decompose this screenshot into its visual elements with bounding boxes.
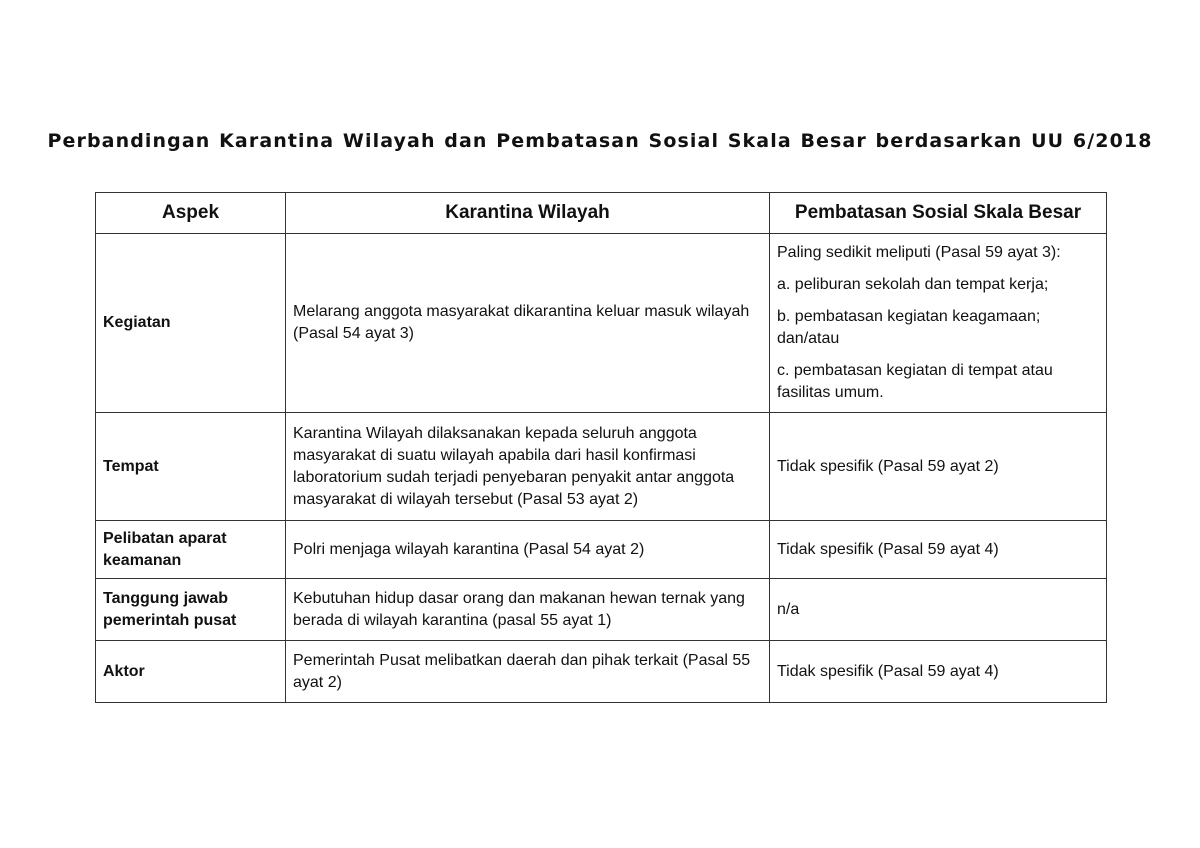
karantina-cell: Pemerintah Pusat melibatkan daerah dan pihak terkait (Pasal 55 ayat 2) [286,641,770,703]
psbb-cell: Tidak spesifik (Pasal 59 ayat 4) [770,521,1107,579]
psbb-cell [770,234,1107,413]
aspect-cell: Aktor [96,641,286,703]
table-row [96,413,1107,521]
aspect-cell: Tanggung jawab pemerintah pusat [96,579,286,641]
header-psbb: Pembatasan Sosial Skala Besar [770,193,1107,234]
psbb-intro: Paling sedikit meliputi (Pasal 59 ayat 3): [777,244,1061,261]
aspect-cell: Kegiatan [96,234,286,413]
table-row [96,641,1107,703]
table-row [96,521,1107,579]
page-title: Perbandingan Karantina Wilayah dan Pembatasan Sosial Skala Besar berdasarkan UU 6/2018 [47,130,1153,152]
psbb-cell: Tidak spesifik (Pasal 59 ayat 2) [770,413,1107,521]
karantina-cell: Kebutuhan hidup dasar orang dan makanan hewan ternak yang berada di wilayah karantina (pasal 55 ayat 1) [286,579,770,641]
karantina-cell: Karantina Wilayah dilaksanakan kepada seluruh anggota masyarakat di suatu wilayah apabila dari hasil konfirmasi laboratorium sudah terjadi penyebaran penyakit antar anggota masyarakat di wilayah tersebut (Pasal 53 ayat 2) [286,413,770,521]
table-row [96,234,1107,413]
karantina-cell: Melarang anggota masyarakat dikarantina keluar masuk wilayah (Pasal 54 ayat 3) [286,234,770,413]
karantina-cell: Polri menjaga wilayah karantina (Pasal 54 ayat 2) [286,521,770,579]
psbb-cell: n/a [770,579,1107,641]
psbb-cell: Tidak spesifik (Pasal 59 ayat 4) [770,641,1107,703]
comparison-table [95,192,1107,703]
aspect-cell: Tempat [96,413,286,521]
table-row [96,579,1107,641]
header-karantina-wilayah: Karantina Wilayah [286,193,770,234]
psbb-item: c. pembatasan kegiatan di tempat atau fasilitas umum. [777,362,1053,401]
aspect-cell: Pelibatan aparat keamanan [96,521,286,579]
table-header-row [96,193,1107,234]
header-aspek: Aspek [96,193,286,234]
psbb-item: a. peliburan sekolah dan tempat kerja; [777,276,1049,293]
psbb-item: b. pembatasan kegiatan keagamaan; dan/atau [777,308,1041,347]
